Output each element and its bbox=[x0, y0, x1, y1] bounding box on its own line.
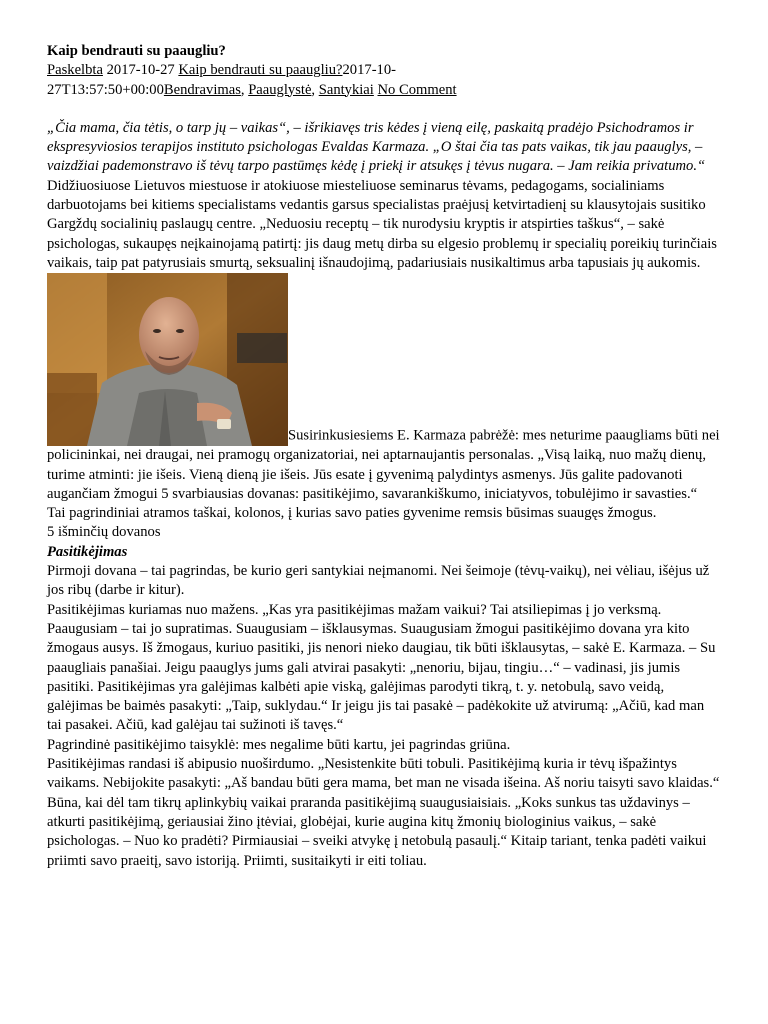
category-link-bendravimas[interactable]: Bendravimas bbox=[163, 81, 241, 98]
paragraph-pillars: Tai pagrindiniai atramos taškai, kolonos, į kurias savo paties gyvenime remsis būsimas suaugęs žmogus. bbox=[47, 505, 657, 522]
post-datetime-part1: 2017-10- bbox=[342, 62, 397, 79]
section-paragraph: Pasitikėjimas kuriamas nuo mažens. „Kas yra pasitikėjimas mažam vaikui? Tai atsiliepimas į jo verksmą. Paaugusiam – tai jo supratimas. Suaugusiam – išklausymas. Suaugusiam žmogui pasitikėjimo dovana yra kito žmogaus ausys. Iš žmogaus, kuriuo pasitiki, jis nenori nieko daugiau, tik būti išklausytas, – sakė E. Karmaza. – Su paaugliais panašiai. Jeigu paauglys jums gali atvirai pasakyti: „nenoriu, bijau, tingiu…“ – vadinasi, jis jumis pasitiki. Pasitikėjimas yra galėjimas kalbėti apie viską, galėjimas parodyti tikrą, t. y. netobulą, savo veidą, galėjimas be baimės pasakyti: „Taip, suklydau.“ Ir jeigu jis tai pasakė – padėkokite už atvirumą: „Ačiū, kad man tai pasakei. Ačiū, kad galėjau tai sužinoti iš tavęs.“ bbox=[47, 601, 716, 734]
article-title: Kaip bendrauti su paaugliu? bbox=[47, 43, 226, 59]
category-link-paauglyste[interactable]: Paauglystė bbox=[248, 81, 312, 98]
section-paragraph: Pirmoji dovana – tai pagrindas, be kurio geri santykiai neįmanomi. Nei šeimoje (tėvų-vaikų), nei vėliau, išėjus už jos ribų (darbe ir kitur). bbox=[47, 563, 710, 599]
section-paragraph: Pagrindinė pasitikėjimo taisyklė: mes negalime būti kartu, jei pagrindas griūna. bbox=[47, 736, 511, 753]
comment-link[interactable]: No Comment bbox=[377, 81, 457, 98]
post-date: 2017-10-27 bbox=[106, 62, 175, 79]
intro-paragraph: Didžiuosiuose Lietuvos miestuose ir atokiuose miesteliuose seminarus tėvams, pedagogams, socialiniams darbuotojams bei kitiems specialistams vedantis garsus specialistas praėjusį ketvirtadienį su klausytojais susitiko Gargždų socialinių paslaugų centre. „Neduosiu receptų – tik nurodysiu kryptis ir atspirties taškus“, – sakė psichologas, sukaupęs neįkainojamą patirtį: jis daug metų dirba su elgesio problemų ir specialių poreikių turinčiais vaikais, taip pat patyrusiais smurtą, seksualinį išnaudojimą, padariusiais nusikaltimus arba tapusiais jų aukomis. bbox=[47, 177, 717, 271]
spacer bbox=[47, 100, 721, 119]
section-paragraph: Pasitikėjimas randasi iš abipusio nuoširdumo. „Nesistenkite būti tobuli. Pasitikėjimą kuria ir tėvų išpažintys vaikams. Nebijokite pasakyti: „Aš bandau būti gera mama, bet man ne visada išeina. Aš noriu taisyti savo klaidas.“ bbox=[47, 756, 720, 792]
section-heading-trust: Pasitikėjimas bbox=[47, 543, 128, 560]
after-photo-text: Susirinkusiesiems E. Karmaza pabrėžė: mes neturime paaugliams būti nei policininkai, nei draugai, nei pramogų organizatoriai, nei aptarnaujantis personalas. „Visą laiką, nuo mažų dienų, turime atminti: jie išeis. Vieną dieną jie išeis. Jūs esate į gyvenimą palydintys asmenys. Jūs galite padovanoti augančiam žmogui 5 svarbiausias dovanas: pasitikėjimo, savarankiškumo, iniciatyvos, tobulėjimo ir savasties.“ bbox=[47, 427, 720, 502]
posted-link[interactable]: Paskelbta bbox=[47, 62, 103, 79]
post-datetime-part2: 27T13:57:50+00:00 bbox=[47, 81, 164, 98]
category-link-santykiai[interactable]: Santykiai bbox=[318, 81, 374, 98]
post-meta: Paskelbta 2017-10-27 Kaip bendrauti su paaugliu?2017-10- 27T13:57:50+00:00Bendravimas, Paauglystė, Santykiai No Comment bbox=[47, 62, 457, 98]
post-title-link[interactable]: Kaip bendrauti su paaugliu? bbox=[178, 62, 343, 79]
section-paragraph: Būna, kai dėl tam tikrų aplinkybių vaikai praranda pasitikėjimą suaugusiaisiais. „Koks sunkus tas uždavinys – atkurti pasitikėjimą, geriausiai žino įtėviai, globėjai, kurie augina kitų žmonių biologinius vaikus, – sakė psichologas. – Nuo ko pradėti? Pirmiausiai – sveiki atvykę į netobulą pasaulį.“ Kitaip tariant, tenka padėti vaikui priimti savo praeitį, savo istoriją. Priimti, susitaikyti ir eiti toliau. bbox=[47, 794, 707, 869]
paragraph-gifts: 5 išminčių dovanos bbox=[47, 524, 161, 541]
speaker-photo bbox=[47, 273, 288, 446]
article bbox=[47, 42, 721, 871]
photo-paragraph bbox=[47, 273, 721, 504]
lead-quote: „Čia mama, čia tėtis, o tarp jų – vaikas“, – išrikiavęs tris kėdes į vieną eilę, paskaitą pradėjo Psichodramos ir ekspresyviosios terapijos instituto psichologas Evaldas Karmaza. „O štai čia tas pats vaikas, tik jau paauglys, – vaizdžiai pademonstravo iš tėvų tarpo pastūmęs kėdę į priekį ir atsukęs į tėvus nugara. – Jam reikia privatumo.“ bbox=[47, 119, 706, 175]
